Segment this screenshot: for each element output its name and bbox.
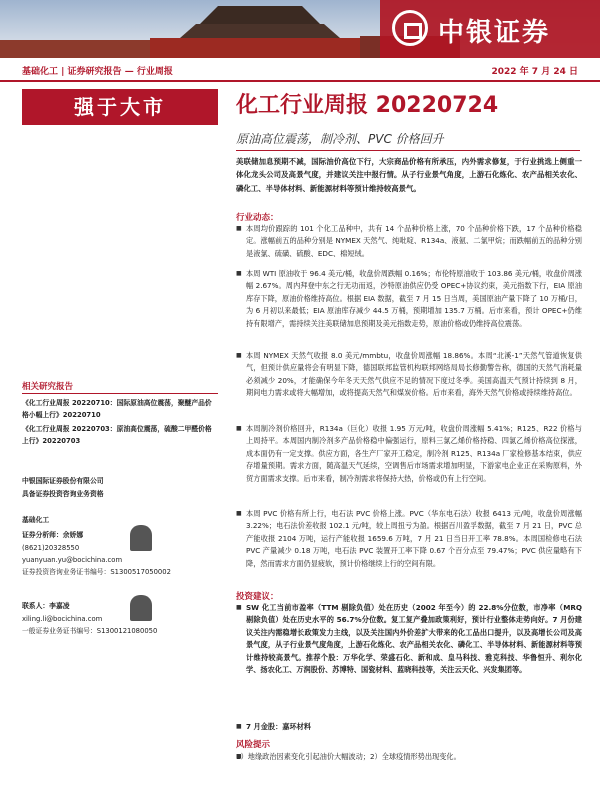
contact-email: xiling.li@bocichina.com xyxy=(22,615,103,623)
report-date: 2022 年 7 月 24 日 xyxy=(491,67,578,77)
summary-paragraph: 美联储加息预期不减，国际油价高位下行，大宗商品价格有所承压，内外需求修复，于行业挑选上侧重一体化龙头公司及高景气度，并建议关注中报行情。从子行业景气角度，上游石化炼化、农产品相关农化、磷化工、半导体材料、新能源材料等预计维持较高景气。 xyxy=(236,157,582,193)
section-investment: 投资建议： xyxy=(236,592,279,602)
rating-badge: 强于大市 xyxy=(22,89,218,125)
paragraph-golden-stock: ■ 7 月金股：嘉环材料 xyxy=(236,721,582,733)
company-logo xyxy=(380,0,600,58)
related-report-2: 《化工行业周报 20220703：原油高位震荡，硫酸二甲醛价格上行》20220703 xyxy=(22,425,212,446)
section-industry-dynamics: 行业动态： xyxy=(236,213,279,223)
bank-logo-icon xyxy=(392,10,428,46)
analyst-cert: 证券投资咨询业务证书编号：S1300517050002 xyxy=(22,568,171,576)
firm-qualification: 具备证券投资咨询业务资格 xyxy=(22,490,104,498)
report-category: 基础化工 | 证券研究报告 — 行业周报 xyxy=(22,67,173,77)
contact-name: 联系人：李嘉凌 xyxy=(22,602,70,610)
palace-wall xyxy=(0,40,170,58)
contact-cert: 一般证券业务证书编号：S1300121080050 xyxy=(22,627,158,635)
paragraph-natural-gas: ■ 本周 NYMEX 天然气收报 8.0 美元/mmbtu，收盘价周涨幅 18.86%。本周“北溪-1”天然气管道恢复供气，但预计供应量将会有明显下降，德国联邦监管机构联邦网络局局长修勤警告称，德国的天然气消耗量必须减少 20%，才能确保今年冬天天然气供应不足的情况下度过冬季。美国高温天气预计持续到 8 月，期间电力需求或将大幅增加，或将提高天然气和煤炭价格。后市来看，海外天然气价格或持续维持高位。 xyxy=(236,350,582,400)
firm-name: 中银国际证券股份有限公司 xyxy=(22,477,104,485)
logo-text: 中银证券 xyxy=(438,18,551,48)
analyst-email: yuanyuan.yu@bocichina.com xyxy=(22,556,123,564)
paragraph-investment: ■ SW 化工当前市盈率（TTM 剔除负值）处在历史（2002 年至今）的 22.8%分位数，市净率（MRQ 剔除负值）处在历史水平的 56.7%分位数。复工复产叠加政策利好，预计行业整体走势向好。7 月份建议关注内需稳增长政策发力主线，以及关注国内外价差扩大带来的化工品出口提升，以及高增长公司及高景气度，从子行业景气度角度，上游石化炼化、农产品相关农化、磷化工、半导体材料、新能源材料等预计维持较高景气。推荐个股：万华化学、荣盛石化、新和成、皇马科技、雅克科技、华鲁恒升、利尔化学、扬农化工、万润股份、苏博特、国瓷材料、蓝晓科技等，关注云天化、兴发集团等。 xyxy=(236,602,582,676)
analyst-name: 证券分析师：余娇娜 xyxy=(22,531,84,539)
header-banner xyxy=(0,0,600,58)
palace-roof-lower xyxy=(180,24,340,38)
related-divider xyxy=(22,393,218,394)
related-report-1: 《化工行业周报 20220710：国际原油高位震荡，聚醚产品价格小幅上行》20220710 xyxy=(22,399,212,420)
section-risk: 风险提示 xyxy=(236,740,271,750)
paragraph-pvc: ■ 本周 PVC 价格有所上行，电石法 PVC 价格上涨。PVC（华东电石法）收报 6413 元/吨，收盘价周涨幅 3.22%；电石法价差收报 102.1 元/吨，较上周扭亏为盈。根据百川盈孚数据，截至 7 月 21 日，PVC 总产能收报 2104 万吨，运行产能收报 1659.6 万吨，7 月 21 日当日开工率 78.8%。本周国检修电石法 PVC 产量减少 0.18 万吨，电石法 PVC 装置开工率下降 0.67 个百分点至 79.47%；PVC 供应量略有下降，然而需求方面仍显疲软，预计价格继续上行的空间有限。 xyxy=(236,508,582,570)
palace-roof xyxy=(200,6,320,24)
paragraph-price-tracking: ■ 本周均价跟踪的 101 个化工品种中，共有 14 个品种价格上涨，70 个品种价格下跌，17 个品种价格稳定。涨幅前五的品种分别是 NYMEX 天然气、纯吡啶、R134a、液氨、二氯甲烷；而跌幅前五的品种分别是液氯、硫磺、硫酸、EDC、棉短绒。 xyxy=(236,223,582,260)
analyst-phone: (8621)20328550 xyxy=(22,544,80,552)
industry-label: 基础化工 xyxy=(22,516,50,524)
paragraph-risk: ■ 1）地缘政治因素变化引起油价大幅波动；2）全球疫情形势出现变化。 xyxy=(236,751,582,763)
paragraph-crude-oil: ■ 本周 WTI 原油收于 96.4 美元/桶，收盘价周跌幅 0.16%；布伦特原油收于 103.86 美元/桶，收盘价周涨幅 2.67%。周内拜登中东之行无功而返，沙特原油供应仍受 OPEC+协议约束，美元指数下行，EIA 原油库存下降，原油价格维持高位。根据 EIA 数据，截至 7 月 15 日当周，美国原油产量下降了 10 万桶/日，为 6 月初以来最低；EIA 原油库存减少 44.5 万桶，预期增加 135.7 万桶。后市来看，预计 OPEC+仍维持有限增产，需持续关注美联储加息预期及美元指数走势，原油价格或仍维持高位震荡。 xyxy=(236,268,582,330)
palace-body xyxy=(150,38,380,58)
contact-photo xyxy=(130,595,152,621)
related-reports-title: 相关研究报告 xyxy=(22,382,74,392)
title-divider xyxy=(236,150,580,151)
paragraph-refrigerant: ■ 本周制冷剂价格回升，R134a（巨化）收报 1.95 万元/吨，收盘价周涨幅 5.41%；R125、R22 价格与上周持平。本周国内制冷剂多产品价格稳中偏强运行，原料三氯乙烯价格持稳、四氯乙烯价格高位探涨，成本面仍有一定支撑。供应方面，各生产厂家开工稳定，制冷剂 R125、R134a 厂家检修基本结束，供应存增量预期。需求方面，随高温天气延续，空调售后市场需求增加明显，下游家电企业正在采购原料，外贸方面需求支撑。后市来看，制冷剂需求将保持大热，价格或仍有上行空间。 xyxy=(236,423,582,485)
analyst-photo xyxy=(130,525,152,551)
report-header xyxy=(0,60,600,82)
report-subtitle: 原油高位震荡，制冷剂、PVC 价格回升 xyxy=(236,132,444,146)
report-title: 化工行业周报 20220724 xyxy=(236,93,499,118)
